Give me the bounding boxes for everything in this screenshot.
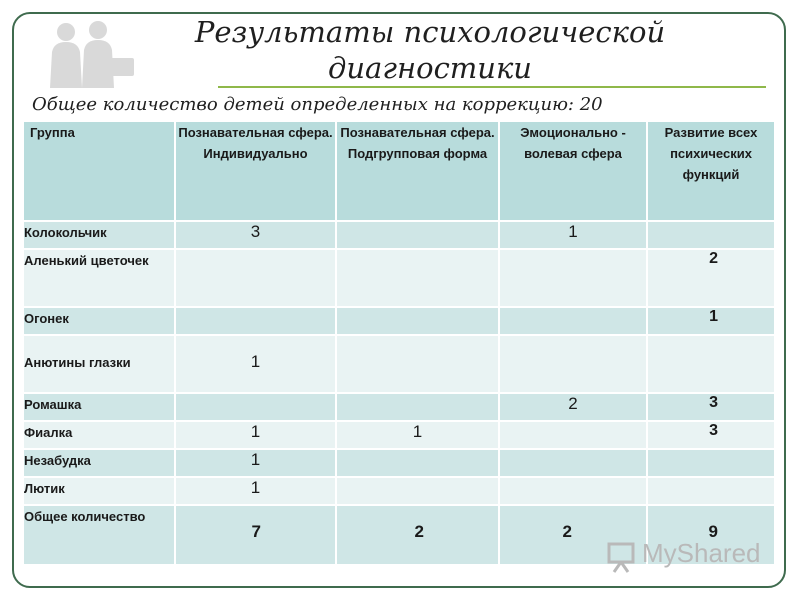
cell-c4	[648, 450, 774, 476]
row-name: Фиалка	[24, 422, 174, 448]
header-cognitive-individual: Познавательная сфера. Индивидуально	[176, 122, 335, 220]
cell-c3: 2	[500, 394, 646, 420]
row-name: Аленький цветочек	[24, 250, 174, 306]
table-row	[24, 222, 774, 248]
row-name: Лютик	[24, 478, 174, 504]
header-group: Группа	[24, 122, 174, 220]
cell-c1: 1	[176, 450, 335, 476]
total-c2: 2	[337, 506, 498, 564]
title-divider	[218, 86, 766, 88]
cell-c3	[500, 450, 646, 476]
cell-c2: 1	[337, 422, 498, 448]
cell-c2	[337, 250, 498, 306]
cell-c3	[500, 308, 646, 334]
cell-c1: 1	[176, 422, 335, 448]
total-c3: 2	[500, 506, 646, 564]
total-c1: 7	[176, 506, 335, 564]
cell-c4	[648, 336, 774, 392]
cell-c1	[176, 308, 335, 334]
row-name: Колокольчик	[24, 222, 174, 248]
header-all-mental-functions: Развитие всех психических функций	[648, 122, 774, 220]
total-c4: 9	[648, 506, 774, 564]
table-row	[24, 478, 774, 504]
cell-c1: 1	[176, 336, 335, 392]
row-name: Огонек	[24, 308, 174, 334]
presentation-board-icon	[606, 540, 640, 574]
people-silhouette-icon	[36, 18, 136, 88]
cell-c4: 2	[648, 250, 774, 306]
row-name: Ромашка	[24, 394, 174, 420]
cell-c4: 3	[648, 422, 774, 448]
table-row	[24, 450, 774, 476]
cell-c4	[648, 478, 774, 504]
cell-c2	[337, 450, 498, 476]
slide-title	[150, 14, 710, 86]
table-row	[24, 336, 774, 392]
cell-c3	[500, 250, 646, 306]
table-header-row	[24, 122, 774, 220]
table-row	[24, 394, 774, 420]
row-name: Анютины глазки	[24, 336, 174, 392]
cell-c3	[500, 336, 646, 392]
cell-c4: 1	[648, 308, 774, 334]
cell-c1: 1	[176, 478, 335, 504]
cell-c2	[337, 478, 498, 504]
cell-c1	[176, 250, 335, 306]
cell-c4: 3	[648, 394, 774, 420]
cell-c3: 1	[500, 222, 646, 248]
header-emotional-volitional: Эмоционально - волевая сфера	[500, 122, 646, 220]
cell-c2	[337, 394, 498, 420]
cell-c2	[337, 222, 498, 248]
title-line-2: диагностики	[328, 51, 532, 85]
header-cognitive-subgroup: Познавательная сфера. Подгрупповая форма	[337, 122, 498, 220]
cell-c3	[500, 478, 646, 504]
cell-c2	[337, 308, 498, 334]
cell-c2	[337, 336, 498, 392]
diagnostics-table	[22, 120, 776, 566]
table-row	[24, 250, 774, 306]
cell-c1: 3	[176, 222, 335, 248]
title-line-1: Результаты психологической	[194, 15, 666, 49]
row-name: Незабудка	[24, 450, 174, 476]
cell-c4	[648, 222, 774, 248]
cell-c3	[500, 422, 646, 448]
table-row	[24, 308, 774, 334]
total-label: Общее количество	[24, 506, 174, 564]
watermark-text: MyShared	[642, 538, 761, 568]
subtitle: Общее количество детей определенных на коррекцию: 20	[32, 94, 603, 115]
cell-c1	[176, 394, 335, 420]
table-row	[24, 422, 774, 448]
